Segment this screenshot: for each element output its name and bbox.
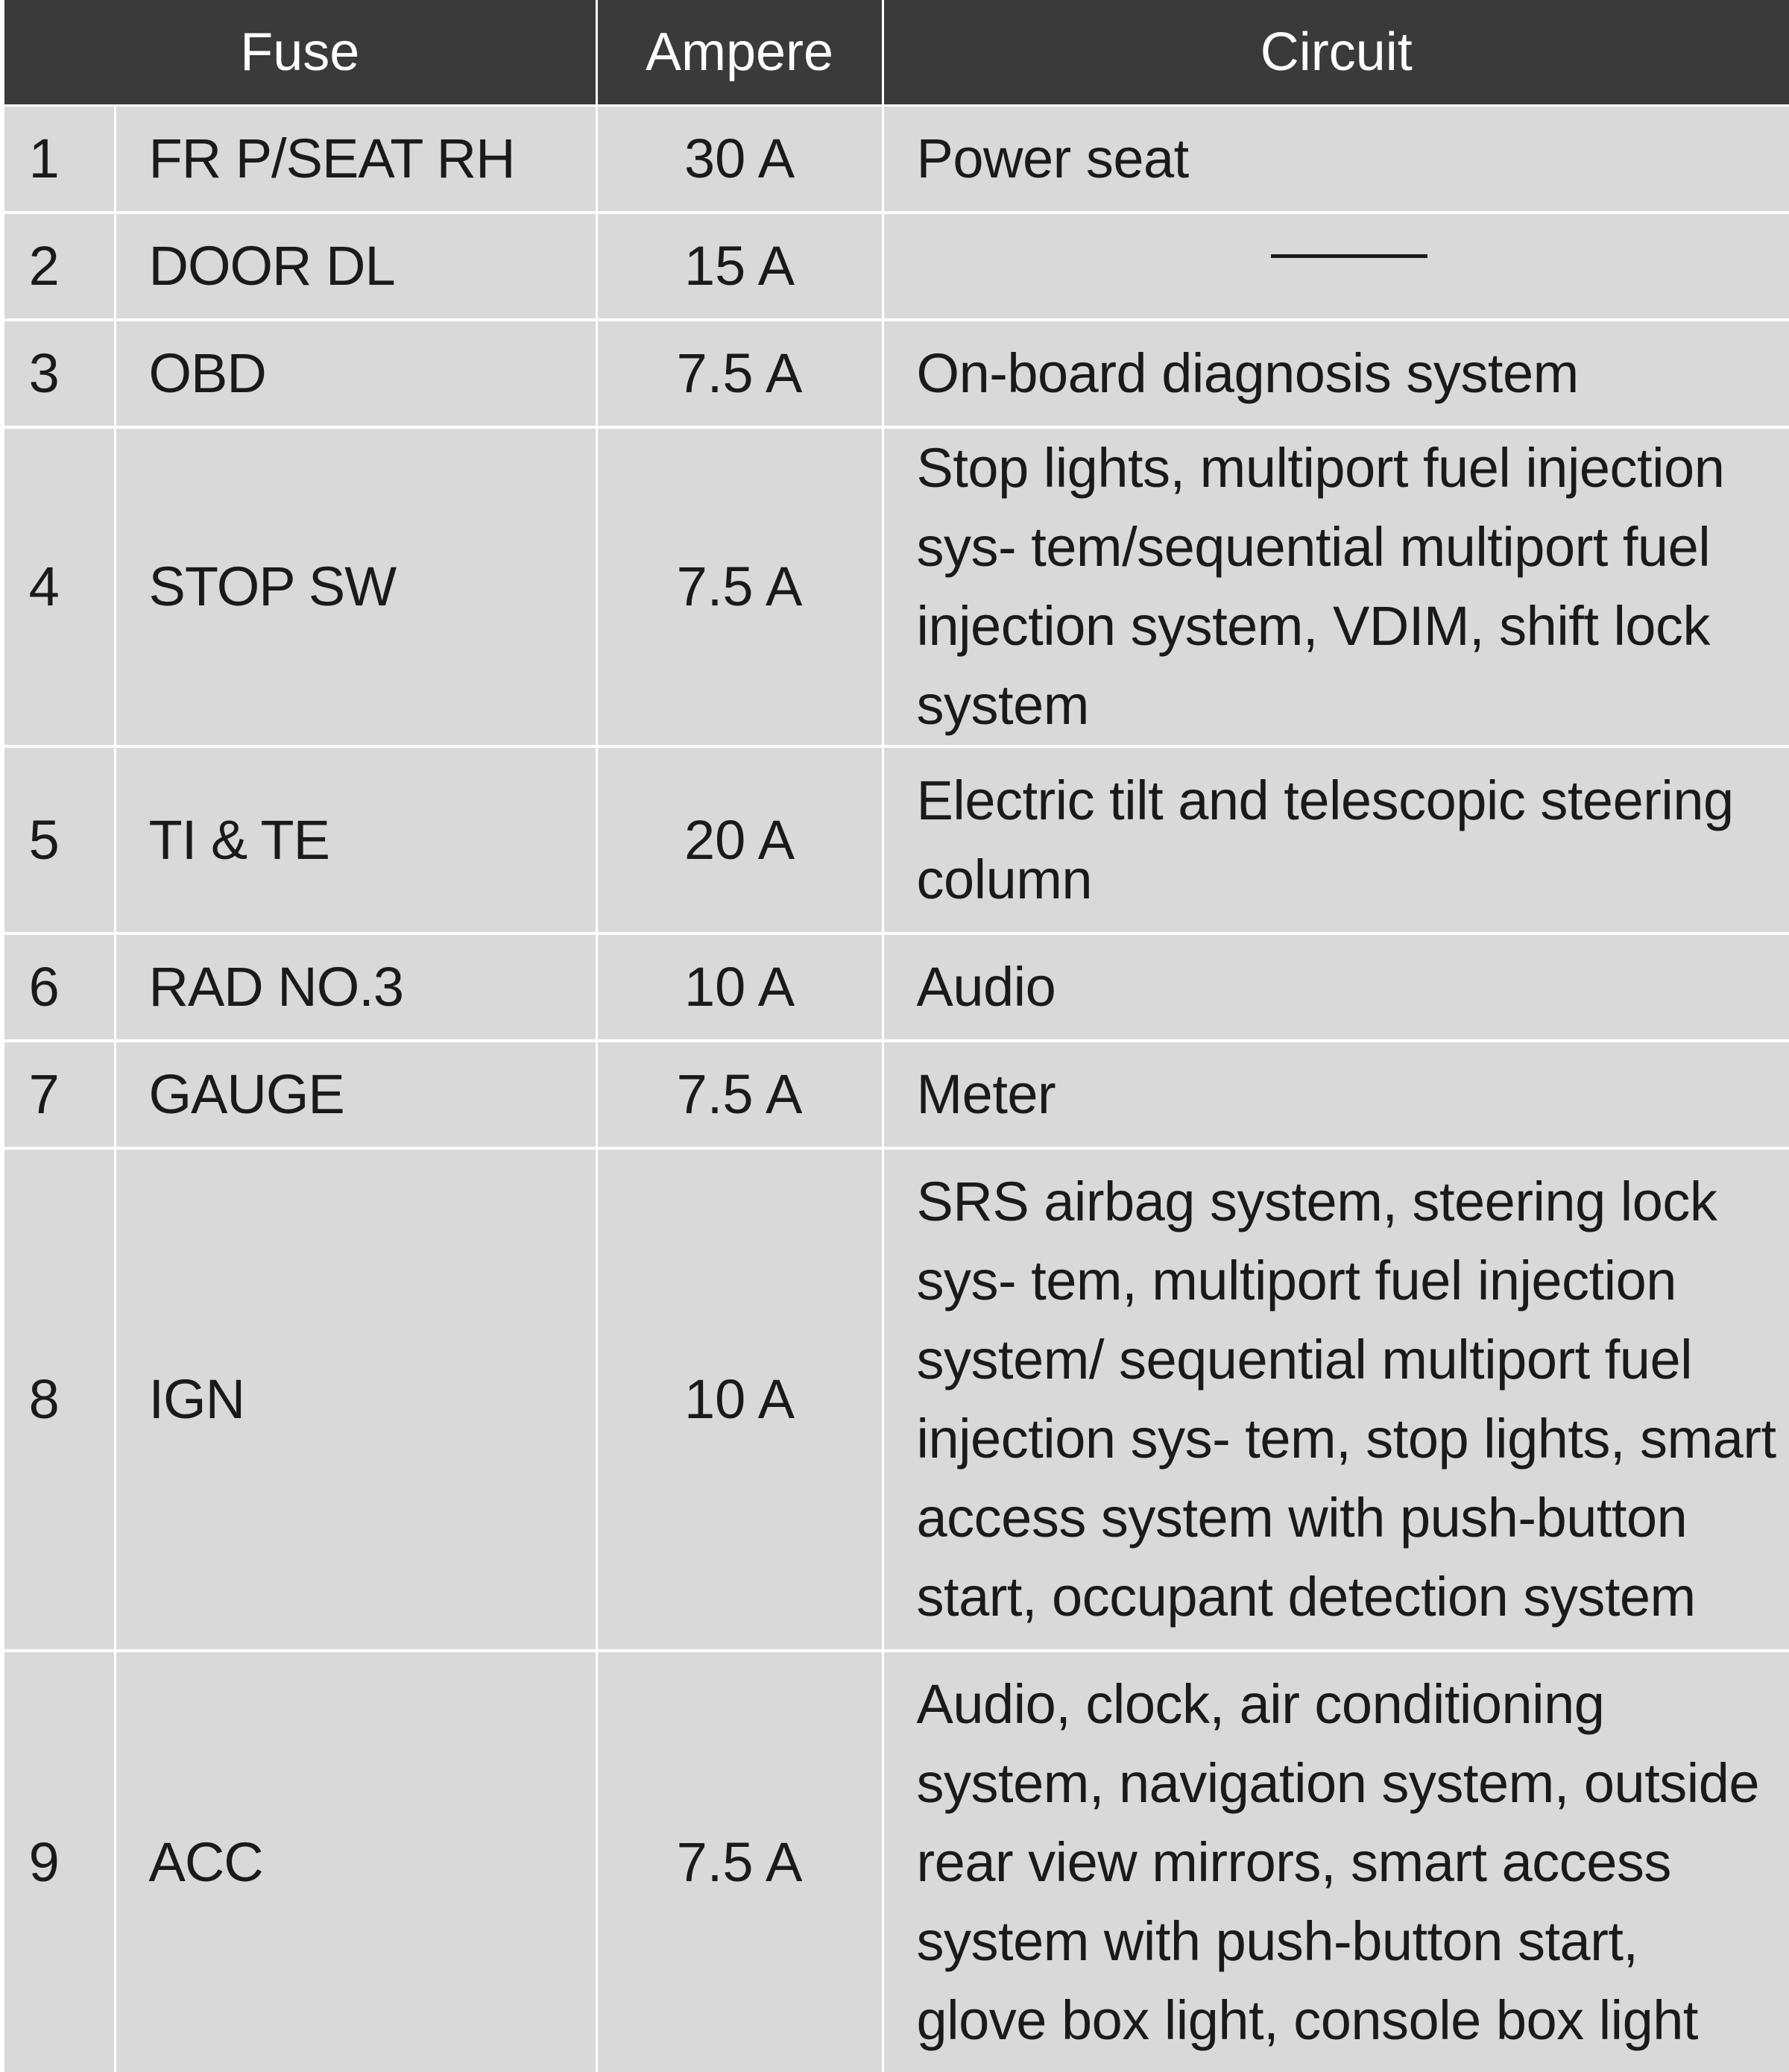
table-row bbox=[4, 933, 1789, 1041]
fuse-number: 7 bbox=[4, 1041, 115, 1148]
header-circuit: Circuit bbox=[883, 0, 1789, 106]
fuse-number: 8 bbox=[4, 1148, 115, 1651]
fuse-name: DOOR DL bbox=[115, 212, 596, 320]
fuse-circuit: Meter bbox=[883, 1041, 1789, 1148]
fuse-circuit: Stop lights, multiport fuel injection sys- tem/sequential multiport fuel injection system, VDIM, shift lock system bbox=[883, 427, 1789, 746]
fuse-ampere: 7.5 A bbox=[596, 427, 883, 746]
fuse-circuit: On-board diagnosis system bbox=[883, 320, 1789, 427]
fuse-number: 1 bbox=[4, 106, 115, 213]
fuse-number: 6 bbox=[4, 933, 115, 1041]
table-row bbox=[4, 1651, 1789, 2072]
fuse-circuit: Electric tilt and telescopic steering column bbox=[883, 746, 1789, 933]
fuse-number: 9 bbox=[4, 1651, 115, 2072]
fuse-ampere: 30 A bbox=[596, 106, 883, 213]
fuse-name: IGN bbox=[115, 1148, 596, 1651]
no-circuit-dash bbox=[1271, 254, 1427, 258]
header-fuse: Fuse bbox=[4, 0, 596, 106]
fuse-number: 5 bbox=[4, 746, 115, 933]
fuse-table bbox=[4, 0, 1789, 2072]
fuse-circuit: Audio, clock, air conditioning system, navigation system, outside rear view mirrors, smart access system with push-button start, glove box light, console box light bbox=[883, 1651, 1789, 2072]
fuse-name: RAD NO.3 bbox=[115, 933, 596, 1041]
table-header-row bbox=[4, 0, 1789, 106]
fuse-ampere: 10 A bbox=[596, 933, 883, 1041]
fuse-ampere: 7.5 A bbox=[596, 1041, 883, 1148]
fuse-number: 2 bbox=[4, 212, 115, 320]
table-row bbox=[4, 1041, 1789, 1148]
table-row bbox=[4, 212, 1789, 320]
fuse-number: 4 bbox=[4, 427, 115, 746]
fuse-name: ACC bbox=[115, 1651, 596, 2072]
fuse-name: TI & TE bbox=[115, 746, 596, 933]
fuse-name: FR P/SEAT RH bbox=[115, 106, 596, 213]
fuse-name: GAUGE bbox=[115, 1041, 596, 1148]
fuse-ampere: 15 A bbox=[596, 212, 883, 320]
fuse-circuit-none bbox=[883, 212, 1789, 320]
table-row bbox=[4, 1148, 1789, 1651]
fuse-ampere: 10 A bbox=[596, 1148, 883, 1651]
table-row bbox=[4, 320, 1789, 427]
table-row bbox=[4, 106, 1789, 213]
fuse-ampere: 7.5 A bbox=[596, 320, 883, 427]
table-row bbox=[4, 746, 1789, 933]
fuse-circuit: Power seat bbox=[883, 106, 1789, 213]
table-row bbox=[4, 427, 1789, 746]
fuse-ampere: 7.5 A bbox=[596, 1651, 883, 2072]
fuse-name: STOP SW bbox=[115, 427, 596, 746]
header-ampere: Ampere bbox=[596, 0, 883, 106]
fuse-circuit: SRS airbag system, steering lock sys- tem, multiport fuel injection system/ sequential multiport fuel injection sys- tem, stop lights, smart access system with push-button start, occupant detection system bbox=[883, 1148, 1789, 1651]
fuse-ampere: 20 A bbox=[596, 746, 883, 933]
fuse-number: 3 bbox=[4, 320, 115, 427]
fuse-name: OBD bbox=[115, 320, 596, 427]
fuse-circuit: Audio bbox=[883, 933, 1789, 1041]
